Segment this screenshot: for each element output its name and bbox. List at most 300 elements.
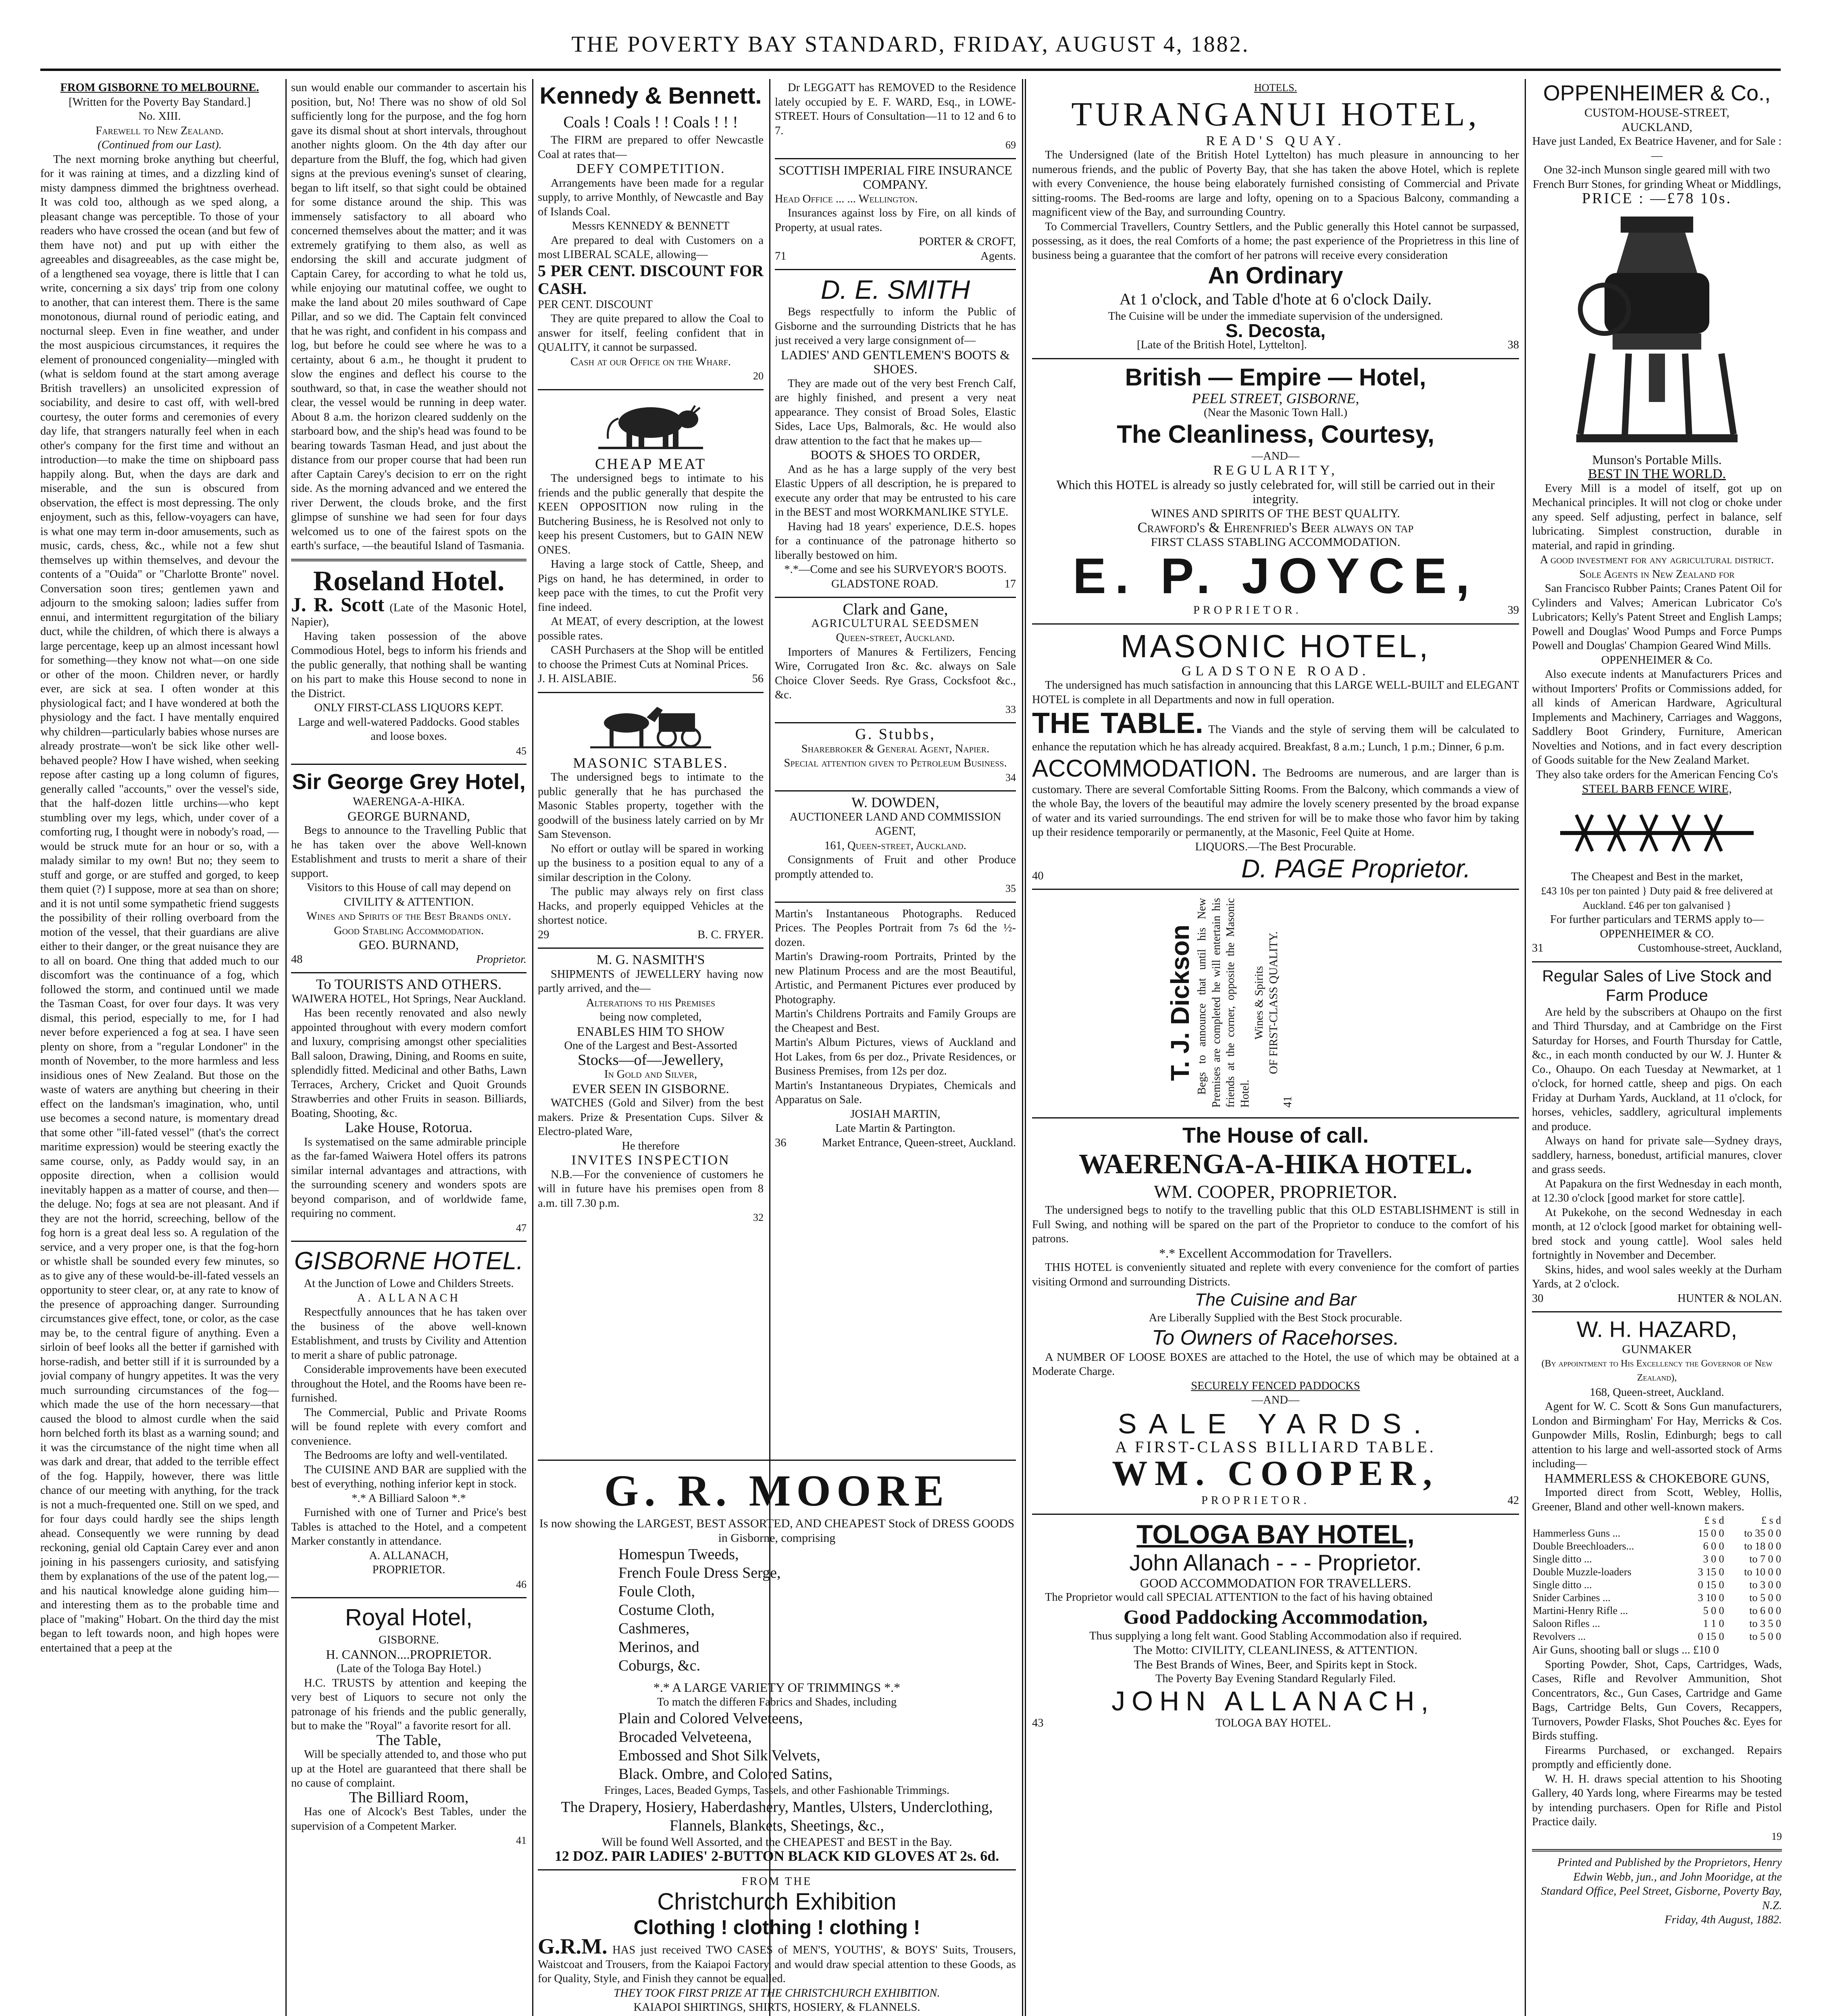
nasmith-ever: EVER SEEN IN GISBORNE. (572, 1081, 729, 1096)
stables-body: The public may always rely on first class Hacks, and properly equipped Vehicles at the shortest notice. (538, 885, 764, 927)
masonic-address: GLADSTONE ROAD. (1181, 663, 1370, 679)
table-row: Martini-Henry Rifle ... 5 0 0 to 6 0 0 (1533, 1605, 1781, 1616)
martin-address: Market Entrance, Queen-street, Auckland. (822, 1136, 1016, 1149)
divider (775, 722, 1016, 723)
divider (538, 948, 764, 949)
ad-number: 71 (775, 250, 787, 262)
nasmith-enables: ENABLES HIM TO SHOW (577, 1024, 724, 1039)
ad-number: 41 (1282, 1096, 1294, 1108)
divider (1532, 1849, 1782, 1851)
hazard-title: W. H. HAZARD, (1576, 1316, 1738, 1342)
grey-hotel-sign: GEO. BURNAND, (359, 937, 459, 952)
grey-hotel-prop: Proprietor. (476, 953, 527, 966)
stables-body: No effort or outlay will be spared in working up the business to a position equal to any of a similar description in the Colony. (538, 842, 764, 884)
waiwera-hotel: WAIWERA HOTEL, Hot Springs, Near Auckland. (291, 992, 526, 1005)
oppenheimer2-wire: STEEL BARB FENCE WIRE, (1582, 782, 1732, 796)
scottish-agents: Agents. (980, 250, 1016, 262)
moore-prize: THEY TOOK FIRST PRIZE AT THE CHRISTCHURCH EXHIBITION. (614, 1987, 940, 1999)
gisborne-hotel-body: The Commercial, Public and Private Rooms will be found replete with every comfort and convenience. (291, 1406, 527, 1447)
turanganui-sign: S. Decosta, (1226, 320, 1326, 341)
waerenga-prop: WM. COOPER, PROPRIETOR. (1154, 1181, 1397, 1202)
royal-hotel-place: GISBORNE. (379, 1634, 439, 1646)
ad-number: 45 (516, 745, 527, 757)
gisborne-hotel-body: The CUISINE AND BAR are supplied with the best of everything, nothing inferior kept in stock. (291, 1463, 527, 1490)
oppenheimer2-price: £43 10s per ton painted } Duty paid & free delivered at Auckland. £46 per ton galvanised } (1541, 885, 1773, 911)
masonic-liquors: LIQUORS.—The Best Procurable. (1195, 840, 1356, 853)
oppenheimer-mill: One 32-inch Munson single geared mill with two French Burr Stones, for grinding Wheat or Middlings, (1532, 164, 1781, 191)
divider (775, 597, 1016, 598)
masonic-title: MASONIC HOTEL, (1120, 628, 1431, 664)
article-subtitle: Farewell to New Zealand. (96, 124, 224, 137)
article-body: The next morning broke anything but cheerful, for it was raining at times, and a dizzling kind of misty dampness dimmed the brightness overhead. It was cold too, although as we sped along, a pleasant change was perceptible. To those of your readers who have crossed the ocean (and but few of them have not) and put up with either the agreeables and disagreeables, as the case might be, of a lengthened sea voyage, there is little that I can write, concerning a six days' trip from one colony to another, that can interest them. There is the same monotonous, diurnal round of periodic eating, and nocturnal sleep. Even in fine weather, and under the most auspicious circumstances, it requires the element of pronounced congeniality—mingled with (what is seldom found at the start among average British travellers) an unsolicited expression of sociability, and desire to cast off, with well-bred courtesy, the outer forms and ceremonies of every day life, that strangers naturally feel when in each other's company for the first time and without an introduction—to make the time on shipboard pass happily along. But, when the days are dark and miserable, and the sun is obscured from observation, the effect is most depressing. The only enjoyment, such as this, fellow-voyagers can have, is what one may term in-door amusements, such as music, cards, chess, &c., while not a few shut themselves up within themselves, and devour the contents of a "Ouida" or "Charlotte Bronte" novel. Conversation soon tires; gentlemen yawn and adjourn to the smoking saloon; ladies suffer from ennui, and intermittent regurgitation of the biliary duct, while the children, of which there is always a large percentage, keep up an almost incessant howl for something—they know not what—on one side or other of the moon. Children never, or hardly ever, are sick at sea. I often wonder at this physiological fact; and I have wondered at both the physiology and the fact. I have mentally enquired why children—particularly babies whose nurses are already prostrate—won't be sick like other well-behaved people? How I have wished, when seeking repose after casting up a long column of figures, generally called "accounts," over the vessel's side, that the half-dozen little urchins—who kept stumbling over my legs, which, under cover of a comforting rug, I thought were in nobody's road, —would be struck mute for an hour or so, with a malady similar to my own! But no; they seem to stuff and gorge, or are stuffed and gorged, to keep them quiet (?) I suppose, more at sea than on shore; and it is not until some sympathetic friend suggests the possibility of their rolling overboard from the motion of the vessel, that their guardians are alive either to their danger, or the great nuisance they are to all on board. One thing that added much to our discomfort was the continuance of a fog, which followed the storm, and continued until we made the Tasman Coast, for over four days. It was very dismal, this period, especially to me, for I had never before experienced a fog at sea. I have seen plenty on shore, from a "regular Londoner" in the month of November, to the more harmless and less insidious ones of New Zealand. But those on the waste of waters are anything but cheering in their effect on the landsman's imagination, who, until use becomes a second nature, is momentary dread that some other "ill-fated vessel" (that's the correct maritime expression) would be steering exactly the same course, only, as Paddy would say, in an opposite direction, when a collision would inevitably happen as a matter of course, and then—the deluge. No; fogs at sea are not pleasant. And if they are not the horrid, screeching, bellow of the fog horn is a great deal less so. A regulation of the service, and a very proper one, is that the fog-horn or whistle shall be sounded every few minutes, so as to give any of these would-be-ill-fated vessels an opportunity to steer clear, or, at any rate to know of the presence of approaching danger. Surrounding circumstances give effect, tone, or color, as the case may be, to the central figure of anything. Even a sirloin of beef looks all the better if garnished with horse-radish, and better still if it is surrounded by a jovial company of hungry appetites. It was the very much surrounding circumstances of the fog—which made the use of the horn necessary—that caused the blood to almost curdle when the said horn belched forth its blast as a warning sound; and it was the circumstance of the night time when all was dark and drear, that added to the terrible effect of the fog. Happily, however, there was little chance of our meeting with anything, for the track is not a much-frequented one. Still on we sped, and for four days could hardly see the ships length ahead. Consequently we were running by dead reckoning, genial old Captain Carey ever and anon joining in his passengers curiosity, and satisfying them by explanations of the use of the patent log,—and his nautical knowledge alone guiding him—and interesting them as to the probable time and place of "making" Hobart. On the third day the mist began to left towards noon, and high hopes were entertained that a peep at the (40, 153, 279, 1654)
scottish-title: SCOTTISH IMPERIAL FIRE INSURANCE COMPANY. (778, 162, 1012, 192)
divider (538, 389, 764, 390)
table-row: Double Breechloaders... 6 0 0 to 18 0 0 (1533, 1540, 1781, 1552)
ad-number: 35 (1005, 883, 1016, 894)
moore-dress-list (618, 1545, 1016, 1675)
ad-number: 46 (516, 1578, 527, 1590)
table-row: Hammerless Guns ... 15 0 0 to 35 0 0 (1533, 1527, 1781, 1539)
divider (1032, 358, 1519, 359)
lake-house-title: Lake House, Rotorua. (345, 1119, 472, 1135)
grey-hotel-place: WAERENGA-A-HIKA. (353, 796, 465, 808)
moore-ad (538, 1460, 1016, 2016)
regular-sales-sign: HUNTER & NOLAN. (1677, 1292, 1782, 1305)
meat-body: The undersigned begs to intimate to his friends and the public generally that despite the KEEN OPPOSITION now ruling in the Butchering Business, he is Resolved not only to keep his present Customers, but to GAIN NEW ONES. (538, 472, 764, 556)
moore-grm: G.R.M. (538, 1934, 608, 1958)
smith-body: Begs respectfully to inform the Public of Gisborne and the surrounding Districts that he has just received a very large consignment of— (775, 306, 1016, 347)
meat-body: CASH Purchasers at the Shop will be entitled to choose the Primest Cuts at Nominal Prices. (538, 644, 764, 671)
moore-velvet-list (618, 1709, 1016, 1783)
roseland-body: Having taken possession of the above Commodious Hotel, begs to inform his friends and the public generally, that nothing shall be wanting on his part to make this House second to none in the District. (291, 630, 527, 700)
royal-hotel-title: Royal Hotel, (345, 1604, 472, 1631)
ad-number: 41 (516, 1835, 527, 1846)
grey-hotel-owner: GEORGE BURNAND, (348, 808, 470, 823)
stubbs-title: G. Stubbs, (855, 726, 936, 743)
ad-number: 20 (753, 370, 764, 382)
tologa-sign: JOHN ALLANACH, (1111, 1685, 1435, 1716)
tologa-paper: The Poverty Bay Evening Standard Regularly Filed. (1155, 1672, 1396, 1685)
divider (291, 764, 527, 765)
roseland-late: (Late of the Masonic Hotel, Napier), (291, 601, 527, 628)
moore-velvet-item: Plain and Colored Velveteens, (618, 1710, 803, 1727)
turanganui-body: The Undersigned (late of the British Hotel Lyttelton) has much pleasure in announcing to her numerous friends, and the public of Poverty Bay, that she has taken the above Hotel, which is replete with every Convenience, the house being elaborately furnished consisting of Commercial and Private sitting-rooms. The Bed-rooms are large and lofty, opening on to a Spacious Balcony, commanding a magnificent view of the Bay, and surrounding Country. (1032, 149, 1519, 219)
column-rule (1525, 79, 1526, 2016)
divider (538, 1869, 1016, 1870)
lake-house-body: Is systematised on the same admirable principle as the far-famed Waiwera Hotel offers its patrons similar internal advantages and attractions, with the surrounding scenery and wonders spots are beyond comparison, and of worldwide fame, requiring no comment. (291, 1135, 527, 1220)
waerenga-title: WAERENGA-A-HIKA HOTEL. (1078, 1149, 1473, 1180)
gisborne-hotel-body: Furnished with one of Turner and Price's best Tables is attached to the Hotel, and a competent Marker constantly in attendance. (291, 1506, 527, 1547)
column-three (538, 81, 764, 1445)
moore-found: Will be found Well Assorted, and the CHEAPEST and BEST in the Bay. (601, 1835, 952, 1849)
gisborne-hotel-body: The Bedrooms are lofty and well-ventilated. (304, 1449, 508, 1462)
nasmith-one: One of the Largest and Best-Assorted (564, 1039, 737, 1052)
gisborne-hotel-sign: A. ALLANACH, (369, 1549, 449, 1562)
kennedy-defy: DEFY COMPETITION. (576, 161, 725, 176)
table-row: Snider Carbines ... 3 10 0 to 5 0 0 (1533, 1592, 1781, 1604)
scottish-head-office: Head Office ... ... Wellington. (775, 192, 918, 205)
moore-dress-item: Coburgs, &c. (618, 1657, 701, 1674)
hazard-body: Agent for W. C. Scott & Sons Gun manufacturers, London and Birmingham' For Hay, Merricks & Cos. Gunpowder Mills, Roslin, Edinburgh; begs to call attention to his large and well-assorted stock of Arms including— (1532, 1400, 1782, 1470)
british-empire-stabling: FIRST CLASS STABLING ACCOMMODATION. (1151, 535, 1401, 549)
regular-sales-body: Are held by the subscribers at Ohaupo on the first and Third Thursday, and at Cambridge on the First Saturday for Horses, and Fourth Thursday for Cattle, &c., in each month conducted by our W. J. Hunter & Co., Ohaupo. On each Tuesday at Newmarket, at 1 o'clock, for horned cattle, sheep and pigs. On each Friday at Durham Yards, Auckland, at 11 o'clock, for horses, vehicles, saddlery, agricultural implements and produce. (1532, 1006, 1782, 1133)
waerenga-excellent: *.* Excellent Accommodation for Travellers. (1159, 1245, 1392, 1260)
divider (538, 1460, 1016, 1461)
royal-hotel-table-body: Will be specially attended to, and those who put up at the Hotel are guaranteed that there shall be no cause of complaint. (291, 1748, 527, 1789)
grey-hotel-wines: Wines and Spirits of the Best Brands only. (306, 910, 511, 923)
kennedy-coals: Coals ! Coals ! ! Coals ! ! ! (563, 113, 738, 131)
moore-title: G. R. MOORE (604, 1466, 950, 1515)
hazard-gunmaker: GUNMAKER (1622, 1343, 1692, 1356)
smith-ladies: LADIES' AND GENTLEMEN'S BOOTS & SHOES. (781, 347, 1010, 376)
moore-exhibition: Christchurch Exhibition (657, 1889, 897, 1915)
waerenga-billiard: A FIRST-CLASS BILLIARD TABLE. (1115, 1437, 1436, 1456)
grey-hotel-visitors: Visitors to this House of call may depend on CIVILITY & ATTENTION. (306, 881, 511, 908)
table-row: Single ditto ... 0 15 0 to 3 0 0 (1533, 1579, 1781, 1591)
house-of-call-title: The House of call. (1182, 1123, 1369, 1148)
smith-body: Having had 18 years' experience, D.E.S. hopes for a continuance of the patronage hitherto so liberally bestowed on him. (775, 520, 1016, 562)
dowden-title: W. DOWDEN, (851, 794, 939, 810)
dickson-body: Begs to announce that until his New Premises are completed he will entertain his friends at the corner, opposite the Masonic Hotel. (1196, 898, 1251, 1108)
smith-order: BOOTS & SHOES TO ORDER, (810, 448, 980, 462)
article-number: No. XIII. (138, 110, 181, 123)
roseland-liquors: ONLY FIRST-CLASS LIQUORS KEPT. (314, 702, 504, 714)
waerenga-body: The undersigned begs to notify to the travelling public that this OLD ESTABLISHMENT is still in Full Swing, and nothing will be spared on the part of the Proprietor to conduce to the comfort of his patrons. (1032, 1204, 1519, 1245)
divider (291, 1597, 527, 1598)
kennedy-title: Kennedy & Bennett. (539, 83, 762, 109)
column-hotels (1032, 81, 1519, 2016)
dickson-ad (1032, 894, 1519, 1112)
divider (775, 790, 1016, 791)
dowden-address: 161, Queen-street, Auckland. (824, 839, 966, 852)
waerenga-sign-prop: PROPRIETOR. (1201, 1494, 1310, 1507)
gisborne-hotel-body: Considerable improvements have been executed throughout the Hotel, and the Rooms have been re-furnished. (291, 1363, 527, 1404)
roseland-stables: Large and well-watered Paddocks. Good stables and loose boxes. (298, 716, 520, 743)
ad-number: 30 (1532, 1292, 1544, 1305)
imprint-date: Friday, 4th August, 1882. (1665, 1914, 1782, 1926)
moore-fringes: Fringes, Laces, Beaded Gymps, Tassels, and other Fashionable Trimmings. (604, 1784, 950, 1797)
masonic-table-body: The Viands and the style of serving them will be calculated to enhance the reputation which he has already acquired. Breakfast, 8 a.m.; Lunch, 1 p.m.; Dinner, 6 p.m. (1032, 723, 1519, 753)
ad-number: 36 (775, 1136, 787, 1149)
masonic-sign: D. PAGE Proprietor. (1241, 854, 1471, 883)
scottish-sign: PORTER & CROFT, (919, 235, 1016, 248)
ad-number: 34 (1005, 771, 1016, 783)
moore-trimmings: *.* A LARGE VARIETY OF TRIMMINGS *.* (653, 1680, 901, 1695)
british-empire-and: —AND— (1251, 450, 1300, 462)
stables-body: The undersigned begs to intimate to the public generally that he has purchased the Masonic Stables property, together with the goodwill of the business lately carried on by Mr Sam Stevenson. (538, 771, 764, 841)
moore-grm-body: HAS just received TWO CASES of MEN'S, YOUTHS', & BOYS' Suits, Trousers, Waistcoat and Trousers, from the Kaiapoi Factory, and would draw special attention to these Goods, as for Quality, Style, and Finish they cannot be equalled. (538, 1944, 1016, 1985)
munson-title: Munson's Portable Mills. (1592, 452, 1722, 467)
waerenga-sale-yards: SALE YARDS. (1118, 1408, 1434, 1439)
moore-velvet-item: Brocaded Velveteena, (618, 1729, 752, 1745)
dickson-wines: Wines & Spirits (1253, 966, 1265, 1040)
british-empire-cleanliness: The Cleanliness, Courtesy, (1117, 420, 1434, 448)
divider (538, 692, 764, 693)
clark-gane-body: Importers of Manures & Fertilizers, Fencing Wire, Corrugated Iron &c. &c. always on Sale Choice Clover Seeds. Rye Grass, Cocksfoot &c., &c. (775, 646, 1016, 701)
gisborne-hotel-body: Respectfully announces that he has taken over the business of the above well-known Establishment, and trusts by Civility and Attention to merit a share of public patronage. (291, 1306, 527, 1362)
nasmith-completed: being now completed, (599, 1011, 702, 1023)
moore-clothing: Clothing ! clothing ! clothing ! (633, 1916, 920, 1939)
nasmith-therefore: He therefore (622, 1139, 680, 1152)
meat-body: Having a large stock of Cattle, Sheep, and Pigs on hand, he has determined, in order to keep pace with the times, to cut the Profit very fine indeed. (538, 558, 764, 614)
article-body-continued: sun would enable our commander to ascertain his position, but, No! There was no show of old Sol sufficiently long for the purpose, and the fog horn gave its dismal shout at short intervals, throughout another nights gloom. On the 4th day after our departure from the Bluff, the fog, which had given signs at the previous evening's sunset of clearing, began to lift itself, so that sight could be obtained for some distance around the ship. This was immensely satisfactory to all aboard who concerned themselves about the matter; and it was extremely gratifying to them also, as well as endorsing the skill and accurate judgment of Captain Carey, for according to what he told us, while enjoying our matutinal coffee, we ought to make the land about 20 miles southward of Cape Pillar, and so we did. The Captain felt convinced that he was right, and confident in his compass and log, but before he could see where he was to a certainty, about 6 a.m., he thought it prudent to slow the engines and deflect his course to the southward, so that, in case the weather should not clear, the vessel would be running in deep water. About 8 a.m. the horizon cleared suddenly on the starboard bow, and the ship's head was found to be bearing towards Tasman Head, and just about the distance from our proper course that had been run after Captain Carey's decision to err on the right side. As the morning advanced and we entered the river Derwent, the clouds broke, and the first glimpse of sunshine we had seen for four days welcomed us to one of the fairest spots on the earth's surface, —the beautiful Island of Tasmania. (291, 81, 527, 552)
british-empire-address: PEEL STREET, GISBORNE, (1192, 390, 1359, 406)
british-empire-prop: PROPRIETOR. (1193, 604, 1302, 616)
ad-number: 39 (1507, 604, 1519, 616)
masonic-accommodation-body: The Bedrooms are numerous, and are larger than is customary. There are several Comfortable Sitting Rooms. From the Balcony, which commands a view of the whole Bay, the lovers of the beautiful may admire the lovely scenery presented by the broad expanse of water and its varied surroundings. The end striven for will be to make those who favor him by taking up their residence temporarily or permanently, at the Masonic, Feel Quite at Home. (1032, 766, 1519, 839)
hazard-air-guns: Air Guns, shooting ball or slugs ... £10 0 (1532, 1644, 1719, 1656)
british-empire-which: Which this HOTEL is already so justly celebrated for, will still be carried out in their integrity. (1056, 477, 1495, 506)
moore-dress-item: Cashmeres, (618, 1620, 690, 1637)
munson-body: Every Mill is a model of itself, got up on Mechanical principles. It will not clog or choke under any speed. Self adjusting, perfect in balance, self lubricating. Simplest construction, durable in material, and rapid in grinding. (1532, 482, 1782, 552)
tologa-prop: John Allanach - - - Proprietor. (1129, 1549, 1422, 1575)
ad-number: 56 (752, 673, 764, 685)
tologa-paddocking: Good Paddocking Accommodation, (1123, 1605, 1428, 1628)
table-row: Saloon Rifles ... 1 1 0 to 3 5 0 (1533, 1618, 1781, 1629)
moore-dress-item: Costume Cloth, (618, 1602, 715, 1618)
grey-hotel-stabling: Good Stabling Accommodation. (334, 924, 484, 937)
scottish-body: Insurances against loss by Fire, on all kinds of Property, at usual rates. (775, 207, 1016, 234)
table-row: Double Muzzle-loaders 3 15 0 to 10 0 0 (1533, 1566, 1781, 1578)
royal-hotel-table: The Table, (376, 1731, 441, 1749)
martin-item: Martin's Instantaneous Drypiates, Chemicals and Apparatus on Sale. (775, 1079, 1016, 1106)
oppenheimer2-also: They also take orders for the American Fencing Co's (1536, 768, 1778, 781)
regular-sales-body: Skins, hides, and wool sales weekly at the Durham Yards, at 2 o'clock. (1532, 1263, 1782, 1290)
table-header: £ s d £ s d (1704, 1514, 1781, 1526)
oppenheimer-price: PRICE : —£78 10s. (1582, 190, 1732, 207)
oppenheimer-agents: San Francisco Rubber Paints; Cranes Patent Oil for Cylinders and Valves; American Lubricator Co's Lubricators; Kelly's Patent Street and English Lamps; Powell and Douglas' Wood Pumps and Force Pumps Powell and Douglas' Champion Geared Wind Mills. (1532, 582, 1782, 652)
tologa-good: GOOD ACCOMMODATION FOR TRAVELLERS. (1140, 1575, 1411, 1590)
oppenheimer2-address: Customhouse-street, Auckland, (1638, 942, 1782, 954)
gisborne-billiard: *.* A Billiard Saloon *.* (352, 1492, 466, 1505)
meat-title: CHEAP MEAT (595, 455, 707, 473)
masonic-accommodation: ACCOMMODATION. (1032, 754, 1257, 782)
moore-dress-item: Foule Cloth, (618, 1583, 695, 1600)
turanganui-ordinary: An Ordinary (1208, 262, 1343, 289)
ad-number: 42 (1507, 1494, 1519, 1507)
dickson-name: T. J. Dickson (1165, 925, 1195, 1081)
divider (1032, 1514, 1519, 1515)
masonic-table: THE TABLE. (1032, 707, 1203, 739)
moore-velvet-item: Black. Ombre, and Colored Satins, (618, 1766, 832, 1783)
smith-title: D. E. SMITH (820, 275, 970, 304)
ad-number: 17 (1004, 577, 1016, 590)
nasmith-body: SHIPMENTS of JEWELLERY having now partly arrived, and the— (538, 968, 764, 995)
kennedy-cash: Cash at our Office on the Wharf. (570, 355, 731, 368)
smith-address: GLADSTONE ROAD. (831, 577, 939, 590)
mill-illustration (1568, 208, 1746, 450)
barbed-wire-illustration (1552, 799, 1762, 867)
grey-hotel-title: Sir George Grey Hotel, (292, 770, 526, 794)
martin-item: Martin's Album Pictures, views of Auckland and Hot Lakes, from 6s per doz., Private Residences, or Business Premises, from 12s per doz. (775, 1036, 1016, 1077)
waerenga-body: THIS HOTEL is conveniently situated and replete with every convenience for the comfort of parties visiting Ormond and surrounding Districts. (1032, 1261, 1519, 1288)
oppenheimer-city: AUCKLAND, (1621, 120, 1692, 134)
masthead-rule (40, 69, 1781, 71)
moore-overcoats (538, 2015, 1016, 2016)
ad-number: 48 (291, 953, 303, 966)
nasmith-gold: In Gold and Silver, (604, 1068, 697, 1081)
waerenga-owners: To Owners of Racehorses. (1152, 1326, 1399, 1350)
ad-number: 69 (1005, 139, 1016, 151)
royal-hotel-body: H.C. TRUSTS by attention and keeping the very best of Liquors to secure not only the patronage of his friends and the public generally, but to make the "Royal" a favorite resort for all. (291, 1677, 527, 1732)
stables-title: MASONIC STABLES. (573, 754, 728, 771)
moore-dress-item: Homespun Tweeds, (618, 1546, 739, 1563)
moore-kaiapoi: KAIAPOI SHIRTINGS, SHIRTS, HOSIERY, & FLANNELS. (633, 2001, 920, 2014)
clark-gane-address: Queen-street, Auckland. (836, 631, 955, 644)
royal-hotel-late: (Late of the Tologa Bay Hotel.) (336, 1662, 481, 1675)
turanganui-ordinary-times: At 1 o'clock, and Table d'hote at 6 o'clock Daily. (1119, 290, 1432, 308)
clark-gane-sub: AGRICULTURAL SEEDSMEN (811, 617, 980, 630)
dickson-rotated (1165, 898, 1367, 1108)
roseland-owner: J. R. Scott (291, 593, 385, 616)
clark-gane-title: Clark and Gane, (843, 600, 948, 618)
column-six (1532, 81, 1782, 2016)
smith-body: And as he has a large supply of the very best Elastic Uppers of all description, he is prepared to execute any order that may be entrusted to his care in the BEST and most WORKMANLIKE STYLE. (775, 463, 1016, 519)
nasmith-watches: WATCHES (Gold and Silver) from the best makers. Prize & Presentation Cups. Silver & Electro-plated Ware, (538, 1097, 764, 1138)
ad-number: 43 (1032, 1716, 1044, 1729)
martin-sign: JOSIAH MARTIN, (850, 1108, 941, 1120)
moore-intro: Is now showing the LARGEST, BEST ASSORTED, AND CHEAPEST Stock of DRESS GOODS in Gisborne, comprising (539, 1517, 1015, 1545)
oppenheimer2-sign: OPPENHEIMER & CO. (1600, 927, 1714, 940)
waiwera-body: Has been recently renovated and also newly appointed throughout with every modern comfort and luxury, comprising amongst other specialities Ball saloon, Drawing, Dining, and Rooms en suite, splendidly fitted. Medicinal and other Baths, Lawn Terraces, Archery, Cricket and Quoit Grounds Strawberries and other Fruits in season. Billiards, Boating, Shooting, &c. (291, 1007, 527, 1120)
waerenga-cuisine-body: Are Liberally Supplied with the Best Stock procurable. (1149, 1312, 1403, 1324)
masonic-body: The undersigned has much satisfaction in announcing that this LARGE WELL-BUILT and ELEGANT HOTEL is complete in all Departments and now in full operation. (1032, 679, 1519, 706)
gisborne-hotel-owner: A. ALLANACH (357, 1291, 460, 1304)
martin-item: Martin's Childrens Portraits and Family Groups are the Cheapest and Best. (775, 1008, 1016, 1035)
nasmith-title: M. G. NASMITH'S (596, 952, 705, 967)
stables-sign: B. C. FRYER. (697, 928, 764, 941)
ad-number: 32 (753, 1212, 764, 1223)
column-article (40, 81, 279, 2016)
royal-hotel-owner: H. CANNON....PROPRIETOR. (326, 1647, 492, 1662)
leggatt-body: Dr LEGGATT has REMOVED to the Residence lately occupied by E. F. WARD, Esq., in LOWE-STREET. Hours of Consultation—11 to 12 and 6 to 7. (775, 81, 1016, 137)
kennedy-messrs: Messrs KENNEDY & BENNETT (572, 220, 730, 232)
grey-hotel-body: Begs to announce to the Travelling Public that he has taken over the above Well-known Establishment and trusts to merit a share of their support. (291, 824, 527, 880)
ad-number: 19 (1771, 1830, 1782, 1842)
nasmith-nb: N.B.—For the convenience of customers he will in future have his premises open from 8 a.m. till 7.30 p.m. (538, 1168, 764, 1210)
martin-item: Martin's Instantaneous Photographs. Reduced Prices. The Peoples Portrait from 7s 6d the ½-dozen. (775, 907, 1016, 949)
hazard-hammerless: HAMMERLESS & CHOKEBORE GUNS, (1544, 1470, 1770, 1485)
turanganui-title: TURANGANUI HOTEL, (1071, 95, 1480, 133)
british-empire-near: (Near the Masonic Town Hall.) (1204, 406, 1347, 419)
tologa-title: TOLOGA BAY HOTEL, (1136, 1519, 1415, 1549)
article-byline: [Written for the Poverty Bay Standard.] (69, 96, 251, 108)
british-empire-sign: E. P. JOYCE, (1072, 548, 1479, 604)
moore-from: FROM THE (741, 1875, 812, 1888)
oppenheimer-body: Have just Landed, Ex Beatrice Havener, and for Sale :— (1532, 135, 1782, 162)
hotels-heading: HOTELS. (1254, 82, 1297, 94)
roseland-title: Roseland Hotel. (313, 565, 505, 597)
imprint: Printed and Published by the Proprietors, Henry Edwin Webb, jun., and John Mooridge, at the Standard Office, Peel Street, Gisborne, Poverty Bay, N.Z. (1541, 1856, 1782, 1912)
meat-body: At MEAT, of every description, at the lowest possible rates. (538, 615, 764, 642)
masthead (0, 0, 1821, 60)
oppenheimer-sole: Sole Agents in New Zealand for (1579, 568, 1735, 581)
waerenga-sign: WM. COOPER, (1112, 1454, 1439, 1493)
turanganui-body: To Commercial Travellers, Country Settlers, and the Public generally this Hotel cannot be surpassed, possessing, as it does, the real Comforts of a home; the past experience of the Proprietress in this line of business being a guarantee that the comfort of her patrons will receive every consideration (1032, 220, 1519, 262)
divider (1032, 1117, 1519, 1118)
kennedy-arrangements: Arrangements have been made for a regular supply, to arrive Monthly, of Newcastle and Bay of Islands Coal. (538, 177, 764, 218)
table-row: Revolvers ... 0 15 0 to 5 0 0 (1533, 1631, 1781, 1642)
waerenga-and: —AND— (1251, 1394, 1300, 1406)
article-headline: FROM GISBORNE TO MELBOURNE. (60, 81, 259, 94)
divider (775, 158, 1016, 159)
divider (291, 559, 527, 561)
hazard-imported: Imported direct from Scott, Webley, Hollis, Greener, Bland and other well-known makers. (1532, 1486, 1782, 1513)
smith-body: They are made out of the very best French Calf, are highly finished, and present a very neat appearance. They consist of Broad Soles, Elastic Sides, Lace Ups, Balmorals, &c. He would also draw attention to the fact that he makes up— (775, 377, 1016, 447)
martin-late: Late Martin & Partington. (835, 1122, 955, 1135)
divider (1032, 623, 1519, 625)
turanganui-late: [Late of the British Hotel, Lyttelton]. (1137, 339, 1307, 351)
tologa-motto: The Motto: CIVILITY, CLEANLINESS, & ATTENTION. (1133, 1643, 1418, 1657)
hazard-price-table (1532, 1514, 1782, 1643)
oppenheimer2-further: For further particulars and TERMS apply to— (1550, 913, 1764, 926)
oppenheimer2-body: Also execute indents at Manufacturers Prices and without Importers' Profits or Commissions added, for all kinds of American Hardware, Agricultural Implements and Machinery, Carriages and Waggons, Saddlery Boot Grindery, Furniture, American Novelties and Notions, and in fact every description of Goods suitable for the New Zealand Market. (1532, 668, 1782, 766)
moore-gloves: 12 DOZ. PAIR LADIES' 2-BUTTON BLACK KID GLOVES AT 2s. 6d. (554, 1848, 999, 1864)
divider (291, 1241, 527, 1242)
munson-investment: A good investment for any agricultural district. (1540, 554, 1774, 566)
column-rule (1022, 79, 1026, 2016)
hazard-body: W. H. H. draws special attention to his Shooting Gallery, 40 Yards long, where Firearms may be tested by intending purchasers. Open for Rifle and Pistol Practice daily. (1532, 1772, 1782, 1828)
hazard-address: 168, Queen-street, Auckland. (1590, 1386, 1724, 1399)
column-rule (285, 79, 287, 2016)
gisborne-hotel-prop: PROPRIETOR. (372, 1564, 445, 1576)
kennedy-prepared: Are prepared to deal with Customers on a most LIBERAL SCALE, allowing— (538, 234, 764, 261)
hazard-appointment: (By appointment to His Excellency the Governor of New Zealand), (1541, 1358, 1773, 1383)
munson-best: BEST IN THE WORLD. (1588, 467, 1726, 481)
moore-dress-item: Merinos, and (618, 1639, 699, 1656)
regular-sales-body: At Pukekohe, on the second Wednesday in each month, at 12 o'clock [good market for obtaining well-bred stock and young cattle]. Wool sales held fortnightly in November and December. (1532, 1206, 1782, 1262)
divider (775, 269, 1016, 270)
horse-carriage-illustration (590, 697, 711, 754)
regular-sales-body: Always on hand for private sale—Sydney drays, saddlery, harness, bonedust, artificial manures, clover and grass seeds. (1532, 1135, 1782, 1176)
waerenga-paddocks: SECURELY FENCED PADDOCKS (1191, 1379, 1360, 1392)
gisborne-hotel-title: GISBORNE HOTEL. (294, 1247, 524, 1275)
column-four (775, 81, 1016, 1445)
column-rule (532, 79, 533, 2016)
dowden-sub: AUCTIONEER LAND AND COMMISSION AGENT, (789, 810, 1001, 837)
table-row: Single ditto ... 3 0 0 to 7 0 0 (1533, 1553, 1781, 1565)
oppenheimer-address: CUSTOM-HOUSE-STREET, (1584, 106, 1729, 119)
kennedy-quality: They are quite prepared to allow the Coal to answer for itself, feeling confident that in QUALITY, it cannot be surpassed. (538, 312, 764, 354)
oppenheimer2-cheapest: The Cheapest and Best in the market, (1571, 870, 1743, 883)
royal-hotel-billiard: The Billiard Room, (349, 1789, 469, 1806)
royal-hotel-billiard-body: Has one of Alcock's Best Tables, under the supervision of a Competent Marker. (291, 1806, 527, 1833)
divider (1032, 889, 1519, 890)
waerenga-loose-boxes: A NUMBER OF LOOSE BOXES are attached to the Hotel, the use of which may be obtained at a Moderate Charge. (1032, 1351, 1519, 1378)
nasmith-invites: INVITES INSPECTION (571, 1153, 730, 1168)
tologa-place: TOLOGA BAY HOTEL. (1215, 1716, 1331, 1729)
stubbs-sub: Sharebroker & General Agent, Napier. (801, 742, 990, 755)
dowden-body: Consignments of Fruit and other Produce promptly attended to. (775, 854, 1016, 881)
regular-sales-title: Regular Sales of Live Stock and Farm Produce (1542, 967, 1772, 1004)
british-empire-wines: WINES AND SPIRITS OF THE BEST QUALITY. (1151, 506, 1400, 520)
bull-illustration (598, 394, 703, 455)
tourists-title: To TOURISTS AND OTHERS. (316, 976, 502, 992)
moore-velvet-item: Embossed and Shot Silk Velvets, (618, 1747, 820, 1764)
moore-dress-item: French Foule Dress Serge, (618, 1564, 781, 1581)
oppenheimer2-name: OPPENHEIMER & Co. (1601, 654, 1713, 666)
british-empire-beer: Crawford's & Ehrenfried's Beer always on tap (1137, 519, 1414, 535)
tologa-brands: The Best Brands of Wines, Beer, and Spirits kept in Stock. (1134, 1658, 1417, 1671)
divider (1532, 961, 1782, 962)
divider (1532, 1311, 1782, 1312)
article-continued: (Continued from our Last). (98, 139, 222, 151)
divider (775, 902, 1016, 903)
turanganui-sub: READ'S QUAY. (1206, 133, 1345, 148)
hazard-body: Sporting Powder, Shot, Caps, Cartridges, Wads, Cases, Rifle and Revolver Ammunition, Shot Concentrators, &c., Gun Cases, Cartridge and Game Bags, Cartridge Belts, Gun Covers, Recappers, Turnovers, Powder Flasks, Shot Pouches &c. Eyes for Birds stuffing. (1532, 1658, 1782, 1742)
column-two (291, 81, 527, 2016)
waerenga-cuisine: The Cuisine and Bar (1195, 1290, 1357, 1310)
